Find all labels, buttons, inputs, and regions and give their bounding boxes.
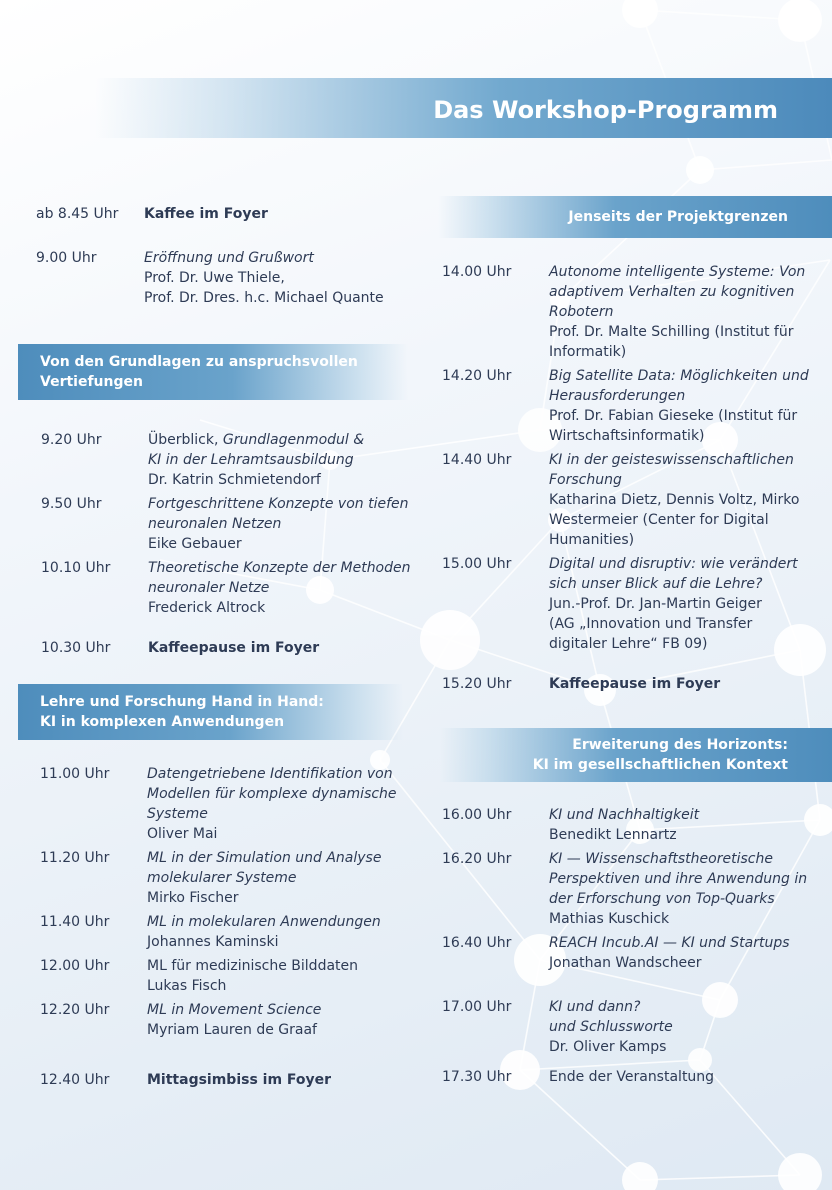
item-speaker: Katharina Dietz, Dennis Voltz, Mirko <box>549 492 800 508</box>
section-heading <box>440 728 832 782</box>
item-time: 9.00 Uhr <box>36 250 97 266</box>
item-title: der Erforschung von Top-Quarks <box>549 891 775 907</box>
item-title: KI in der geisteswissenschaftlichen <box>549 452 794 468</box>
item-speaker: Dr. Katrin Schmietendorf <box>148 472 321 488</box>
item-title <box>148 430 364 450</box>
item-title: neuronalen Netzen <box>148 516 282 532</box>
item-time: 14.00 Uhr <box>442 264 512 280</box>
item-title: Digital und disruptiv: wie verändert <box>549 556 798 572</box>
item-title: Modellen für komplexe dynamische <box>147 786 397 802</box>
item-time: 14.20 Uhr <box>442 368 512 384</box>
item-title: ML in molekularen Anwendungen <box>147 914 381 930</box>
item-title: Eröffnung und Grußwort <box>144 250 314 266</box>
item-speaker: Johannes Kaminski <box>147 934 279 950</box>
item-speaker: Prof. Dr. Fabian Gieseke (Institut für <box>549 408 798 424</box>
item-title: Kaffeepause im Foyer <box>549 676 721 692</box>
item-speaker: Mirko Fischer <box>147 890 239 906</box>
item-time: 12.40 Uhr <box>40 1072 110 1088</box>
item-speaker: (AG „Innovation und Transfer <box>549 616 753 632</box>
item-title: adaptivem Verhalten zu kognitiven <box>549 284 795 300</box>
item-speaker: Prof. Dr. Dres. h.c. Michael Quante <box>144 290 384 306</box>
item-title: ML für medizinische Bilddaten <box>147 958 359 974</box>
title-banner <box>95 78 832 138</box>
item-title: KI in der Lehramtsausbildung <box>148 452 354 468</box>
item-time: 11.40 Uhr <box>40 914 110 930</box>
item-speaker: Benedikt Lennartz <box>549 827 677 843</box>
item-title: Herausforderungen <box>549 388 686 404</box>
item-speaker: Lukas Fisch <box>147 978 227 994</box>
item-speaker: digitaler Lehre“ FB 09) <box>549 636 708 652</box>
item-time: 11.20 Uhr <box>40 850 110 866</box>
item-title: Robotern <box>549 304 614 320</box>
item-title: Ende der Veranstaltung <box>549 1069 715 1085</box>
item-time: 17.30 Uhr <box>442 1069 512 1085</box>
section-heading-line: Erweiterung des Horizonts: <box>572 737 788 753</box>
section-heading-line: KI in komplexen Anwendungen <box>40 714 285 730</box>
section-heading-line: Vertiefungen <box>40 374 143 390</box>
item-speaker: Prof. Dr. Uwe Thiele, <box>144 270 285 286</box>
item-time: 9.20 Uhr <box>41 432 102 448</box>
item-title: KI — Wissenschaftstheoretische <box>549 851 773 867</box>
item-title: molekularer Systeme <box>147 870 297 886</box>
item-time: 10.30 Uhr <box>41 640 111 656</box>
item-title-plain: Überblick, <box>148 432 223 448</box>
item-speaker: Myriam Lauren de Graaf <box>147 1022 317 1038</box>
section-heading <box>438 196 832 238</box>
section-heading <box>18 684 403 740</box>
item-title: neuronaler Netze <box>148 580 270 596</box>
item-time: 16.20 Uhr <box>442 851 512 867</box>
item-speaker: Dr. Oliver Kamps <box>549 1039 667 1055</box>
item-title: Forschung <box>549 472 622 488</box>
item-time: ab 8.45 Uhr <box>36 206 119 222</box>
item-title: Kaffee im Foyer <box>144 206 268 222</box>
item-time: 12.20 Uhr <box>40 1002 110 1018</box>
item-speaker: Oliver Mai <box>147 826 218 842</box>
section-heading-line: Jenseits der Projektgrenzen <box>568 209 788 225</box>
item-title: Theoretische Konzepte der Methoden <box>148 560 411 576</box>
item-speaker: Mathias Kuschick <box>549 911 670 927</box>
item-title: ML in Movement Science <box>147 1002 322 1018</box>
item-title: und Schlussworte <box>549 1019 673 1035</box>
item-speaker: Wirtschaftsinformatik) <box>549 428 705 444</box>
section-heading-line: Von den Grundlagen zu anspruchsvollen <box>40 354 358 370</box>
item-title: Mittagsimbiss im Foyer <box>147 1072 332 1088</box>
item-time: 9.50 Uhr <box>41 496 102 512</box>
item-time: 16.40 Uhr <box>442 935 512 951</box>
page-title: Das Workshop-Programm <box>433 96 778 124</box>
section-heading <box>18 344 408 400</box>
item-speaker: Westermeier (Center for Digital <box>549 512 769 528</box>
item-title: Perspektiven und ihre Anwendung in <box>549 871 808 887</box>
item-title: REACH Incub.AI — KI und Startups <box>549 935 790 951</box>
item-time: 15.00 Uhr <box>442 556 512 572</box>
item-speaker: Informatik) <box>549 344 627 360</box>
item-speaker: Humanities) <box>549 532 635 548</box>
item-time: 16.00 Uhr <box>442 807 512 823</box>
item-speaker: Jun.-Prof. Dr. Jan-Martin Geiger <box>549 596 762 612</box>
item-title: Fortgeschrittene Konzepte von tiefen <box>148 496 409 512</box>
item-title: Kaffeepause im Foyer <box>148 640 320 656</box>
item-title: Autonome intelligente Systeme: Von <box>549 264 806 280</box>
section-heading-line: KI im gesellschaftlichen Kontext <box>532 757 788 773</box>
item-speaker: Prof. Dr. Malte Schilling (Institut für <box>549 324 794 340</box>
item-title: KI und dann? <box>549 999 641 1015</box>
item-speaker: Frederick Altrock <box>148 600 266 616</box>
item-title: ML in der Simulation und Analyse <box>147 850 382 866</box>
item-title: Big Satellite Data: Möglichkeiten und <box>549 368 809 384</box>
item-time: 11.00 Uhr <box>40 766 110 782</box>
item-speaker: Jonathan Wandscheer <box>549 955 702 971</box>
item-title: Systeme <box>147 806 208 822</box>
item-title: KI und Nachhaltigkeit <box>549 807 700 823</box>
item-time: 14.40 Uhr <box>442 452 512 468</box>
item-speaker: Eike Gebauer <box>148 536 242 552</box>
section-heading-line: Lehre und Forschung Hand in Hand: <box>40 694 324 710</box>
item-time: 10.10 Uhr <box>41 560 111 576</box>
item-time: 12.00 Uhr <box>40 958 110 974</box>
item-time: 15.20 Uhr <box>442 676 512 692</box>
item-title: sich unser Blick auf die Lehre? <box>549 576 763 592</box>
item-title-italic: Grundlagenmodul & <box>222 432 365 448</box>
item-title: Datengetriebene Identifikation von <box>147 766 393 782</box>
item-time: 17.00 Uhr <box>442 999 512 1015</box>
